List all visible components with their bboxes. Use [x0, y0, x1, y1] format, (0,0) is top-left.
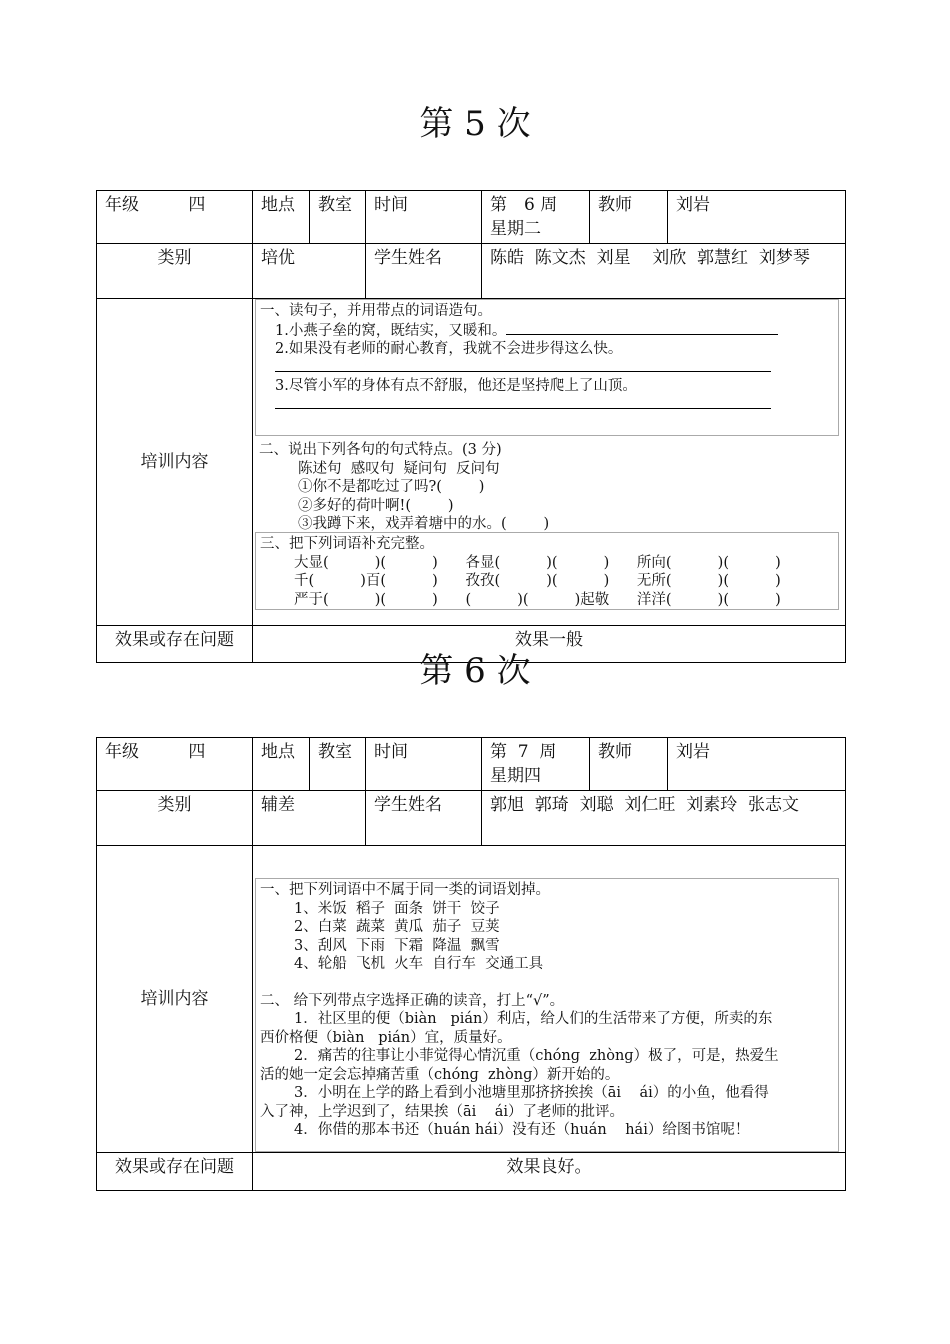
- q2-item: ③我蹲下来，戏弄着塘中的水。( ): [298, 516, 550, 532]
- teacher-value: 刘岩: [668, 738, 846, 791]
- week-cell: [482, 191, 590, 244]
- content-cell: [253, 299, 846, 626]
- category-value: 辅差: [253, 791, 366, 846]
- grade-label: 年级: [105, 742, 139, 762]
- effect-label: 效果或存在问题: [97, 1153, 253, 1191]
- students-value: 郭旭 郭琦 刘聪 刘仁旺 刘素玲 张志文: [482, 791, 846, 846]
- effect-label: 效果或存在问题: [97, 626, 253, 663]
- teacher-value: 刘岩: [668, 191, 846, 244]
- grade-value: 四: [188, 742, 206, 762]
- record-table: [96, 190, 846, 663]
- place-label: 地点: [253, 738, 310, 791]
- students-value: 陈皓 陈文杰 刘星 刘欣 郭慧红 刘梦琴: [482, 244, 846, 299]
- week-cell: [482, 738, 590, 791]
- record-table: [96, 737, 846, 1191]
- q2-title: 二、说出下列各句的句式特点。(3 分): [259, 442, 502, 458]
- question-3: [255, 532, 839, 610]
- q1-item: 2.如果没有老师的耐心教育，我就不会进步得这么快。: [275, 341, 623, 357]
- place-value: 教室: [310, 191, 366, 244]
- category-label: 类别: [97, 244, 253, 299]
- teacher-label: 教师: [590, 738, 668, 791]
- grade-value: 四: [188, 195, 206, 215]
- q1-item: 3.尽管小军的身体有点不舒服，他还是坚持爬上了山顶。: [275, 378, 637, 394]
- question-2: [255, 439, 839, 532]
- answer-line-row: [260, 359, 838, 378]
- content-cell: [253, 846, 846, 1153]
- time-label: 时间: [366, 738, 482, 791]
- students-label: 学生姓名: [366, 791, 482, 846]
- answer-line: [275, 359, 771, 372]
- q2-item: 4．你借的那本书还（huán hái）没有还（huán hái）给图书馆呢！: [294, 1122, 750, 1138]
- q2-item-cont: 活的她一定会忘掉痛苦重（chónɡ zhònɡ）新开始的。: [260, 1066, 620, 1083]
- session-title: 第 6 次: [419, 651, 531, 691]
- weekday-value: 星期二: [490, 219, 541, 239]
- q1-item: 4、轮船 飞机 火车 自行车 交通工具: [294, 956, 544, 972]
- q2-item: ①你不是都吃过了吗?( ): [298, 479, 485, 495]
- answer-line-row: [260, 396, 838, 415]
- week-value: 第 6 周: [490, 195, 558, 215]
- weekday-value: 星期四: [490, 766, 541, 786]
- q2-item: 3．小明在上学的路上看到小池塘里那挤挤挨挨（āi ái）的小鱼，他看得: [294, 1085, 769, 1101]
- question-1: [255, 299, 839, 436]
- effect-value: 效果一般: [253, 626, 846, 663]
- q2-item: 2．痛苦的往事让小菲觉得心情沉重（chónɡ zhònɡ）极了，可是，热爱生: [294, 1048, 779, 1064]
- q1-item: 1、米饭 稻子 面条 饼干 饺子: [294, 900, 500, 917]
- q1-title: 一、把下列词语中不属于同一类的词语划掉。: [260, 882, 550, 898]
- q2-item-cont: 入了神，上学迟到了，结果挨（āi ái）了老师的批评。: [260, 1103, 624, 1120]
- q3-item: 大显( )( ) 各显( )( ) 所向( )( ): [294, 554, 781, 571]
- q2-types: 陈述句 感叹句 疑问句 反问句: [298, 460, 500, 477]
- content-label: 培训内容: [97, 299, 253, 626]
- q2-item: 1．社区里的便（biàn pián）利店，给人们的生活带来了方便，所卖的东: [294, 1011, 773, 1027]
- q2-item: ②多好的荷叶啊!( ): [298, 497, 454, 514]
- q1-item: 2、白菜 蔬菜 黄瓜 茄子 豆荚: [294, 919, 500, 935]
- q2-item-cont: 西价格便（biàn pián）宜，质量好。: [260, 1029, 512, 1046]
- grade-cell: [97, 738, 253, 791]
- place-label: 地点: [253, 191, 310, 244]
- q1-item: 3、刮风 下雨 下霜 降温 飘雪: [294, 937, 500, 954]
- students-label: 学生姓名: [366, 244, 482, 299]
- answer-line: [275, 396, 771, 409]
- q3-item: 严于( )( ) ( )( )起敬 洋洋( )( ): [294, 591, 781, 608]
- q2-title: 二、 给下列带点字选择正确的读音，打上“√”。: [260, 992, 565, 1009]
- spacer: [260, 974, 838, 992]
- q3-item: 千( )百( ) 孜孜( )( ) 无所( )( ): [294, 573, 781, 589]
- grade-cell: [97, 191, 253, 244]
- content-label: 培训内容: [97, 846, 253, 1153]
- q3-title: 三、把下列词语补充完整。: [260, 536, 434, 552]
- week-value: 第 7 周: [490, 742, 557, 762]
- time-label: 时间: [366, 191, 482, 244]
- effect-value: 效果良好。: [253, 1153, 846, 1191]
- category-value: 培优: [253, 244, 366, 299]
- session-title: 第 5 次: [419, 104, 531, 144]
- place-value: 教室: [310, 738, 366, 791]
- teacher-label: 教师: [590, 191, 668, 244]
- training-content: [255, 878, 839, 1152]
- q1-item: 1.小燕子垒的窝，既结实，又暖和。: [260, 321, 838, 341]
- q1-title: 一、读句子，并用带点的词语造句。: [260, 303, 492, 319]
- grade-label: 年级: [105, 195, 139, 215]
- category-label: 类别: [97, 791, 253, 846]
- answer-line: [506, 321, 778, 335]
